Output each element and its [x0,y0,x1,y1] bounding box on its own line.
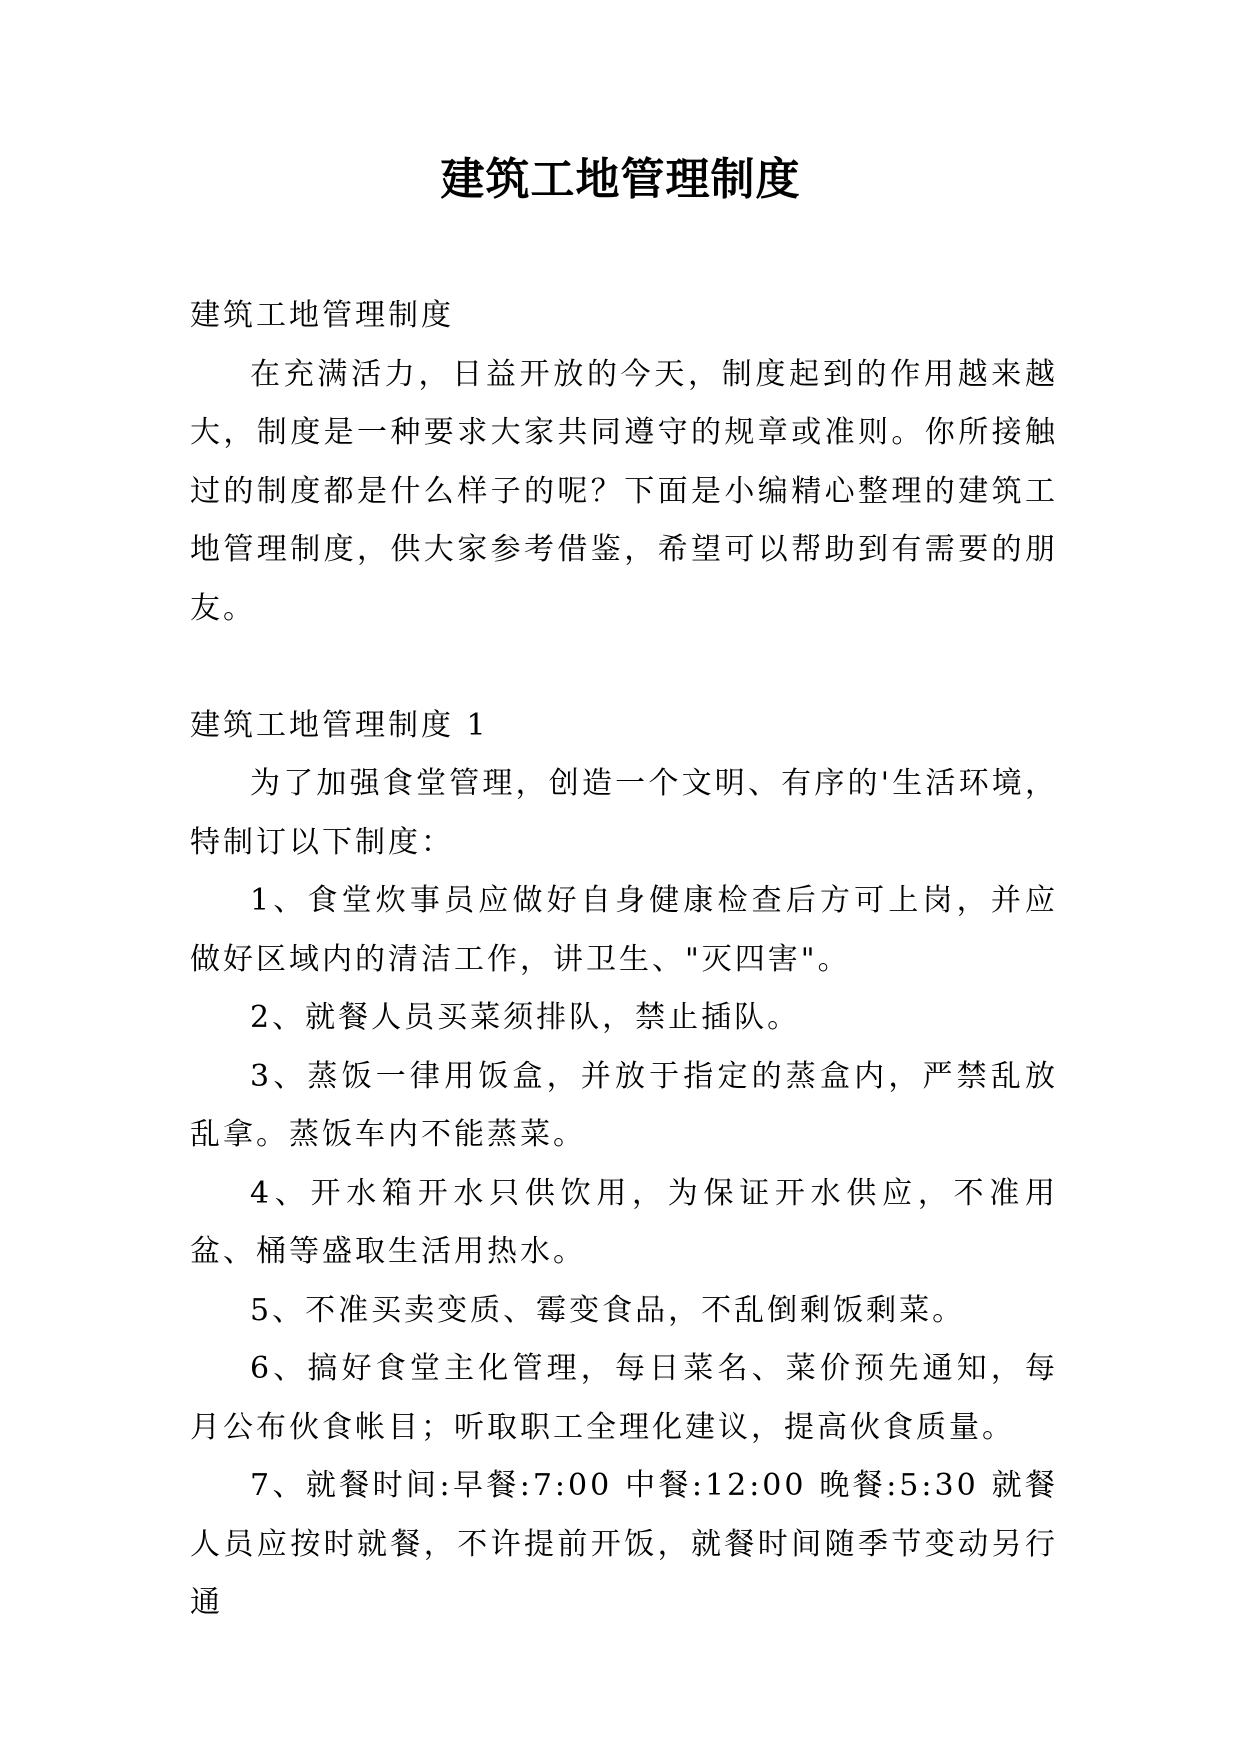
section-spacer [190,638,1058,697]
document-title: 建筑工地管理制度 [440,154,801,205]
rule-item: 3、蒸饭一律用饭盒，并放于指定的蒸盒内，严禁乱放乱拿。蒸饭车内不能蒸菜。 [190,1058,1058,1152]
intro-heading: 建筑工地管理制度 [190,298,454,333]
document-body [190,287,1058,1633]
rule-item: 1、食堂炊事员应做好自身健康检查后方可上岗，并应做好区域内的清洁工作，讲卫生、"灭四害"。 [190,883,1058,977]
rule-item: 5、不准买卖变质、霉变食品，不乱倒剩饭剩菜。 [250,1292,966,1328]
rule-item: 2、就餐人员买菜须排队，禁止插队。 [250,1000,801,1035]
section-heading: 建筑工地管理制度 1 [190,707,489,743]
rule-item: 7、就餐时间:早餐:7:00 中餐:12:00 晚餐:5:30 就餐人员应按时就餐，不许提前开饭，就餐时间随季节变动另行通 [190,1468,1058,1620]
intro-paragraph: 在充满活力，日益开放的今天，制度起到的作用越来越大，制度是一种要求大家共同遵守的规章或准则。你所接触过的制度都是什么样子的呢？下面是小编精心整理的建筑工地管理制度，供大家参考借鉴，希望可以帮助到有需要的朋友。 [190,356,1058,626]
rule-item: 6、搞好食堂主化管理，每日菜名、菜价预先通知，每月公布伙食帐目；听取职工全理化建议，提高伙食质量。 [190,1351,1058,1445]
section-paragraph: 为了加强食堂管理，创造一个文明、有序的'生活环境，特制订以下制度： [190,766,1058,860]
rule-item: 4、开水箱开水只供饮用，为保证开水供应，不准用盆、桶等盛取生活用热水。 [190,1175,1058,1269]
